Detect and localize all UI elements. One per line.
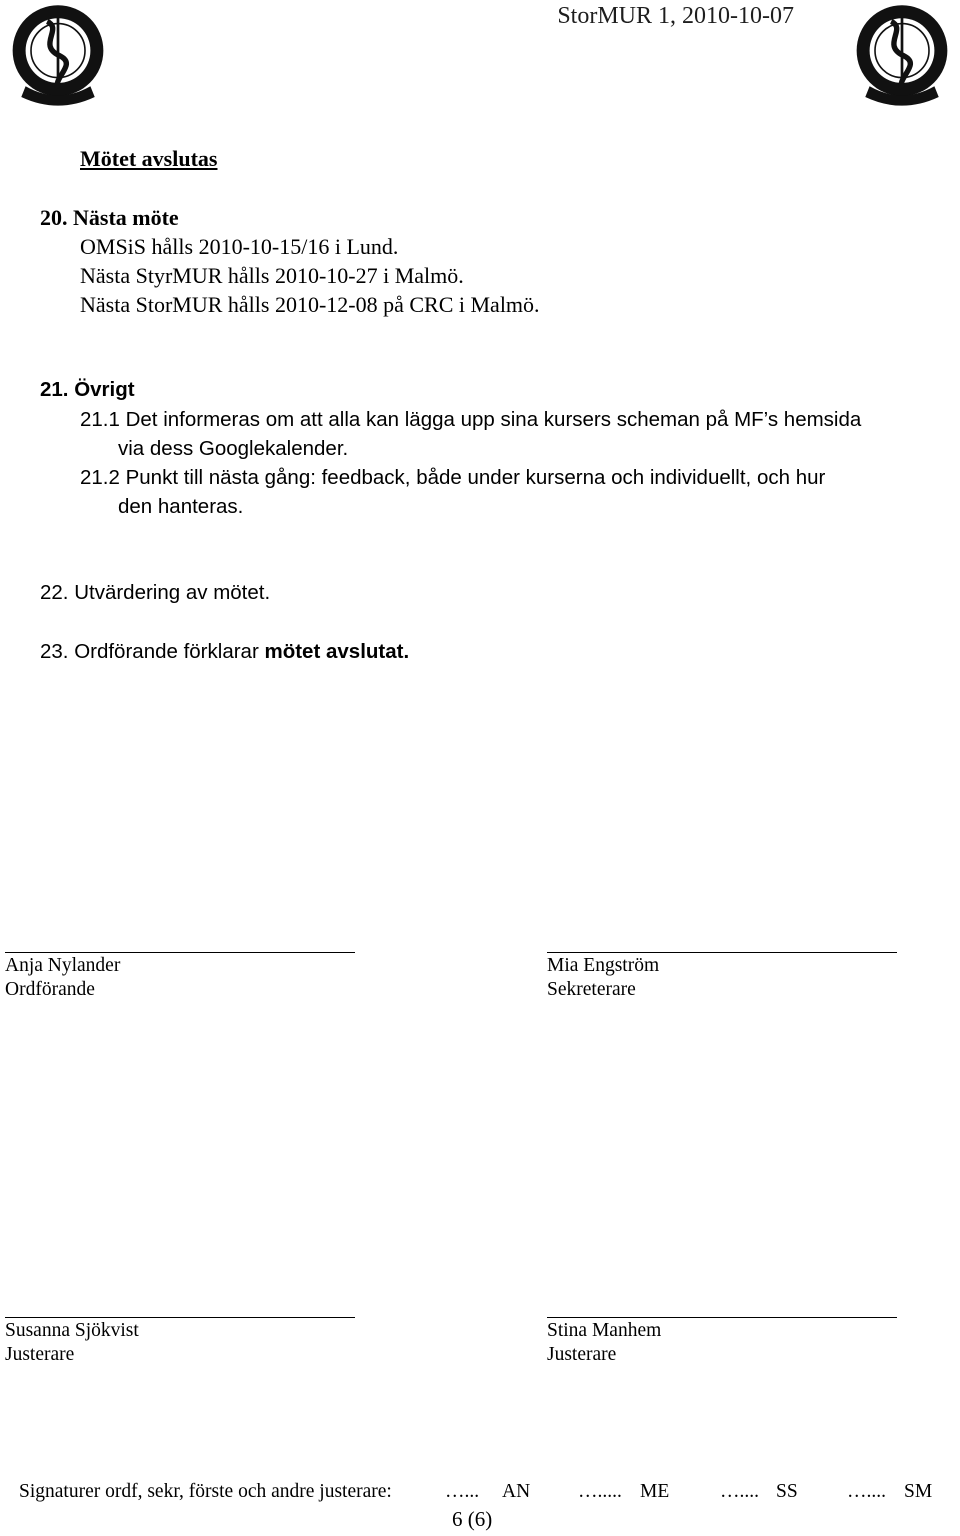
item-23-text: 23. Ordförande förklarar — [40, 640, 265, 663]
signature-line-secretary — [547, 952, 897, 953]
association-logo-right — [848, 2, 956, 110]
footer-initials-an: AN — [502, 1481, 531, 1502]
signature-block-adjuster-1 — [5, 1319, 139, 1367]
signatory-name: Anja Nylander — [5, 955, 121, 976]
association-logo-left — [4, 2, 112, 110]
item-23-bold-text: mötet avslutat. — [264, 640, 410, 663]
signatory-role: Justerare — [547, 1344, 617, 1365]
footer-slot: ….... — [720, 1481, 759, 1502]
item-21-1-line: 21.1 Det informeras om att alla kan lägga upp sina kursers scheman på MF’s hemsida — [80, 408, 862, 431]
signatory-role: Justerare — [5, 1344, 75, 1365]
signature-line-adjuster-2 — [547, 1317, 897, 1318]
footer-slot: …... — [445, 1481, 480, 1502]
footer-initials-me: ME — [640, 1481, 670, 1502]
section-heading: Mötet avslutas — [80, 146, 218, 171]
item-23 — [40, 640, 409, 664]
signatory-name: Stina Manhem — [547, 1320, 662, 1341]
signatory-name: Susanna Sjökvist — [5, 1320, 139, 1341]
signature-line-adjuster-1 — [5, 1317, 355, 1318]
footer-initials-ss: SS — [776, 1481, 798, 1502]
footer-slot: ….... — [847, 1481, 886, 1502]
item-22: 22. Utvärdering av mötet. — [40, 581, 271, 604]
item-21-2-line: 21.2 Punkt till nästa gång: feedback, både under kurserna och individuellt, och hur — [80, 466, 826, 489]
item-20-line: Nästa StorMUR hålls 2010-12-08 på CRC i Malmö. — [80, 292, 540, 317]
footer-initials-sm: SM — [904, 1481, 933, 1502]
item-20-line: Nästa StyrMUR hålls 2010-10-27 i Malmö. — [80, 263, 464, 288]
page-number: 6 (6) — [452, 1507, 493, 1531]
item-20-heading: 20. Nästa möte — [40, 205, 179, 230]
signatory-name: Mia Engström — [547, 955, 660, 976]
signature-block-secretary — [547, 954, 659, 1002]
item-20-line: OMSiS hålls 2010-10-15/16 i Lund. — [80, 234, 399, 259]
signature-block-adjuster-2 — [547, 1319, 661, 1367]
item-21-heading: 21. Övrigt — [40, 378, 135, 401]
signatory-role: Sekreterare — [547, 979, 636, 1000]
signature-line-chair — [5, 952, 355, 953]
footer-signature-label: Signaturer ordf, sekr, förste och andre justerare: — [19, 1481, 392, 1502]
signatory-role: Ordförande — [5, 979, 95, 1000]
item-21-2-line: den hanteras. — [118, 495, 244, 518]
document-header-title: StorMUR 1, 2010-10-07 — [557, 3, 794, 29]
item-21-1-line: via dess Googlekalender. — [118, 437, 349, 460]
footer-slot: …..... — [578, 1481, 622, 1502]
signature-block-chair — [5, 954, 120, 1002]
